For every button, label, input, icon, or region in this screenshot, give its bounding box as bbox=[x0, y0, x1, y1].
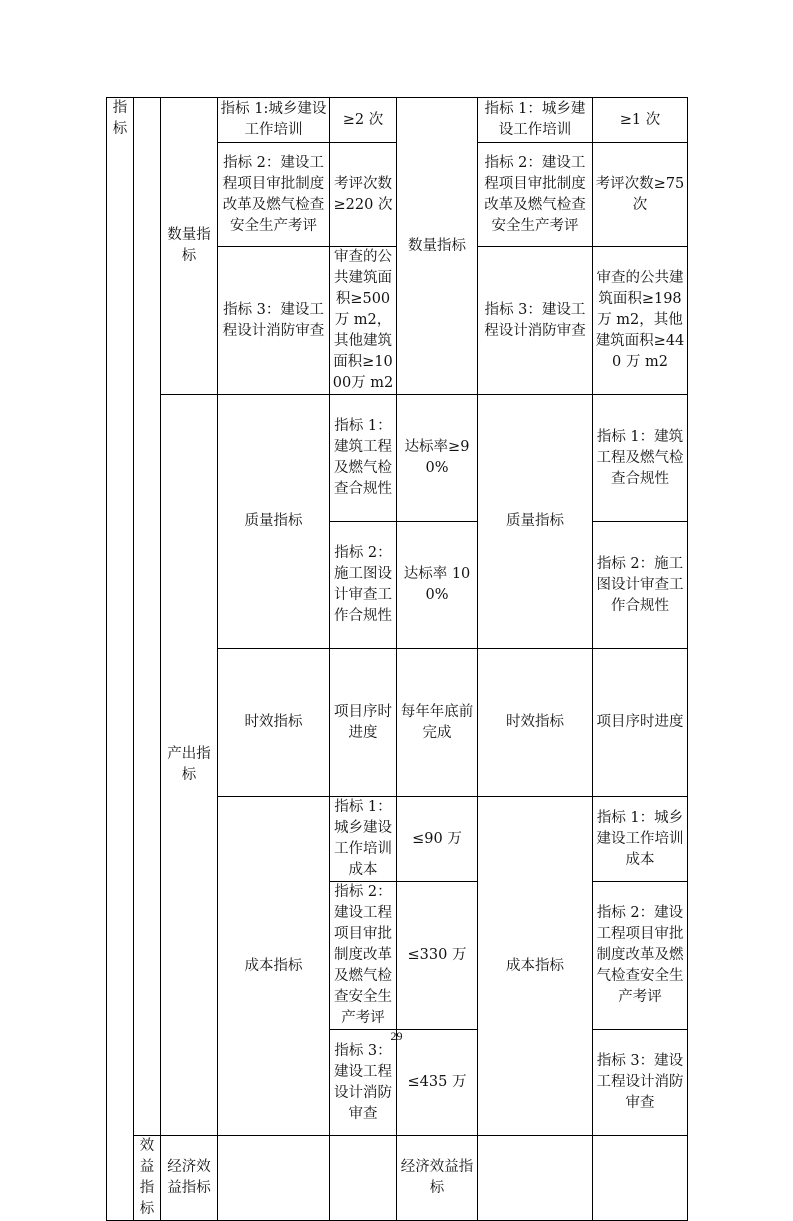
right-indicator-name: 指标 2：建设工程项目审批制度改革及燃气检查安全生产考评 bbox=[593, 882, 688, 1030]
left-indicator-name: 指标 3：建设工程设计消防审查 bbox=[330, 1030, 397, 1136]
right-indicator-value: ≥1 次 bbox=[593, 98, 688, 143]
right-category-zhiliang: 质量指标 bbox=[478, 395, 593, 649]
left-indicator-value: 达标率 100% bbox=[397, 522, 478, 649]
right-indicator-name: 项目序时进度 bbox=[593, 649, 688, 797]
left-category-shuliang: 数量指标 bbox=[161, 98, 218, 395]
level1-cell-zhibiao: 指标 bbox=[107, 98, 134, 1221]
left-indicator-name bbox=[218, 1136, 330, 1221]
left-indicator-name: 指标 3：建设工程设计消防审查 bbox=[218, 247, 330, 395]
level2-cell-xiaoyi: 效益指标 bbox=[134, 1136, 161, 1221]
left-category-chengben: 成本指标 bbox=[218, 797, 330, 1136]
page-number: 29 bbox=[390, 1029, 403, 1043]
table-row bbox=[107, 395, 688, 522]
left-indicator-value: ≥2 次 bbox=[330, 98, 397, 143]
table-row bbox=[107, 98, 688, 143]
right-category-shuliang: 数量指标 bbox=[397, 98, 478, 395]
left-indicator-name: 指标 1：建筑工程及燃气检查合规性 bbox=[330, 395, 397, 522]
left-indicator-name: 指标 2：施工图设计审查工作合规性 bbox=[330, 522, 397, 649]
left-indicator-value bbox=[330, 1136, 397, 1221]
right-indicator-name: 指标 1：城乡建设工作培训 bbox=[478, 98, 593, 143]
left-indicator-value: ≤330 万 bbox=[397, 882, 478, 1030]
left-indicator-name: 指标 1:城乡建设工作培训 bbox=[218, 98, 330, 143]
left-indicator-name: 项目序时进度 bbox=[330, 649, 397, 797]
left-category-zhiliang: 质量指标 bbox=[218, 395, 330, 649]
right-indicator-value: 审查的公共建筑面积≥198 万 m2，其他建筑面积≥440 万 m2 bbox=[593, 247, 688, 395]
right-indicator-name: 指标 1：城乡建设工作培训成本 bbox=[593, 797, 688, 882]
left-indicator-name: 指标 2：建设工程项目审批制度改革及燃气检查安全生产考评 bbox=[218, 143, 330, 247]
right-indicator-name: 指标 3：建设工程设计消防审查 bbox=[478, 247, 593, 395]
performance-indicator-table bbox=[106, 97, 688, 1221]
left-category-jingji: 经济效益指标 bbox=[161, 1136, 218, 1221]
left-indicator-value: 达标率≥90% bbox=[397, 395, 478, 522]
right-indicator-name: 指标 2：施工图设计审查工作合规性 bbox=[593, 522, 688, 649]
level2-cell-chanchu: 产出指标 bbox=[161, 395, 218, 1136]
right-category-shixiao: 时效指标 bbox=[478, 649, 593, 797]
right-category-jingji: 经济效益指标 bbox=[397, 1136, 478, 1221]
left-indicator-value: ≤435 万 bbox=[397, 1030, 478, 1136]
right-indicator-name bbox=[478, 1136, 593, 1221]
right-indicator-name: 指标 2：建设工程项目审批制度改革及燃气检查安全生产考评 bbox=[478, 143, 593, 247]
left-indicator-value: ≤90 万 bbox=[397, 797, 478, 882]
right-category-chengben: 成本指标 bbox=[478, 797, 593, 1136]
table-row bbox=[107, 1136, 688, 1221]
left-indicator-value: 考评次数≥220 次 bbox=[330, 143, 397, 247]
left-indicator-value: 每年年底前完成 bbox=[397, 649, 478, 797]
level2-cell-empty bbox=[134, 98, 161, 1136]
left-indicator-value: 审查的公共建筑面积≥500万 m2，其他建筑面积≥1000万 m2 bbox=[330, 247, 397, 395]
left-indicator-name: 指标 1：城乡建设工作培训成本 bbox=[330, 797, 397, 882]
left-category-shixiao: 时效指标 bbox=[218, 649, 330, 797]
right-indicator-name: 指标 1：建筑工程及燃气检查合规性 bbox=[593, 395, 688, 522]
right-indicator-value bbox=[593, 1136, 688, 1221]
right-indicator-name: 指标 3：建设工程设计消防审查 bbox=[593, 1030, 688, 1136]
right-indicator-value: 考评次数≥75次 bbox=[593, 143, 688, 247]
left-indicator-name: 指标 2：建设工程项目审批制度改革及燃气检查安全生产考评 bbox=[330, 882, 397, 1030]
